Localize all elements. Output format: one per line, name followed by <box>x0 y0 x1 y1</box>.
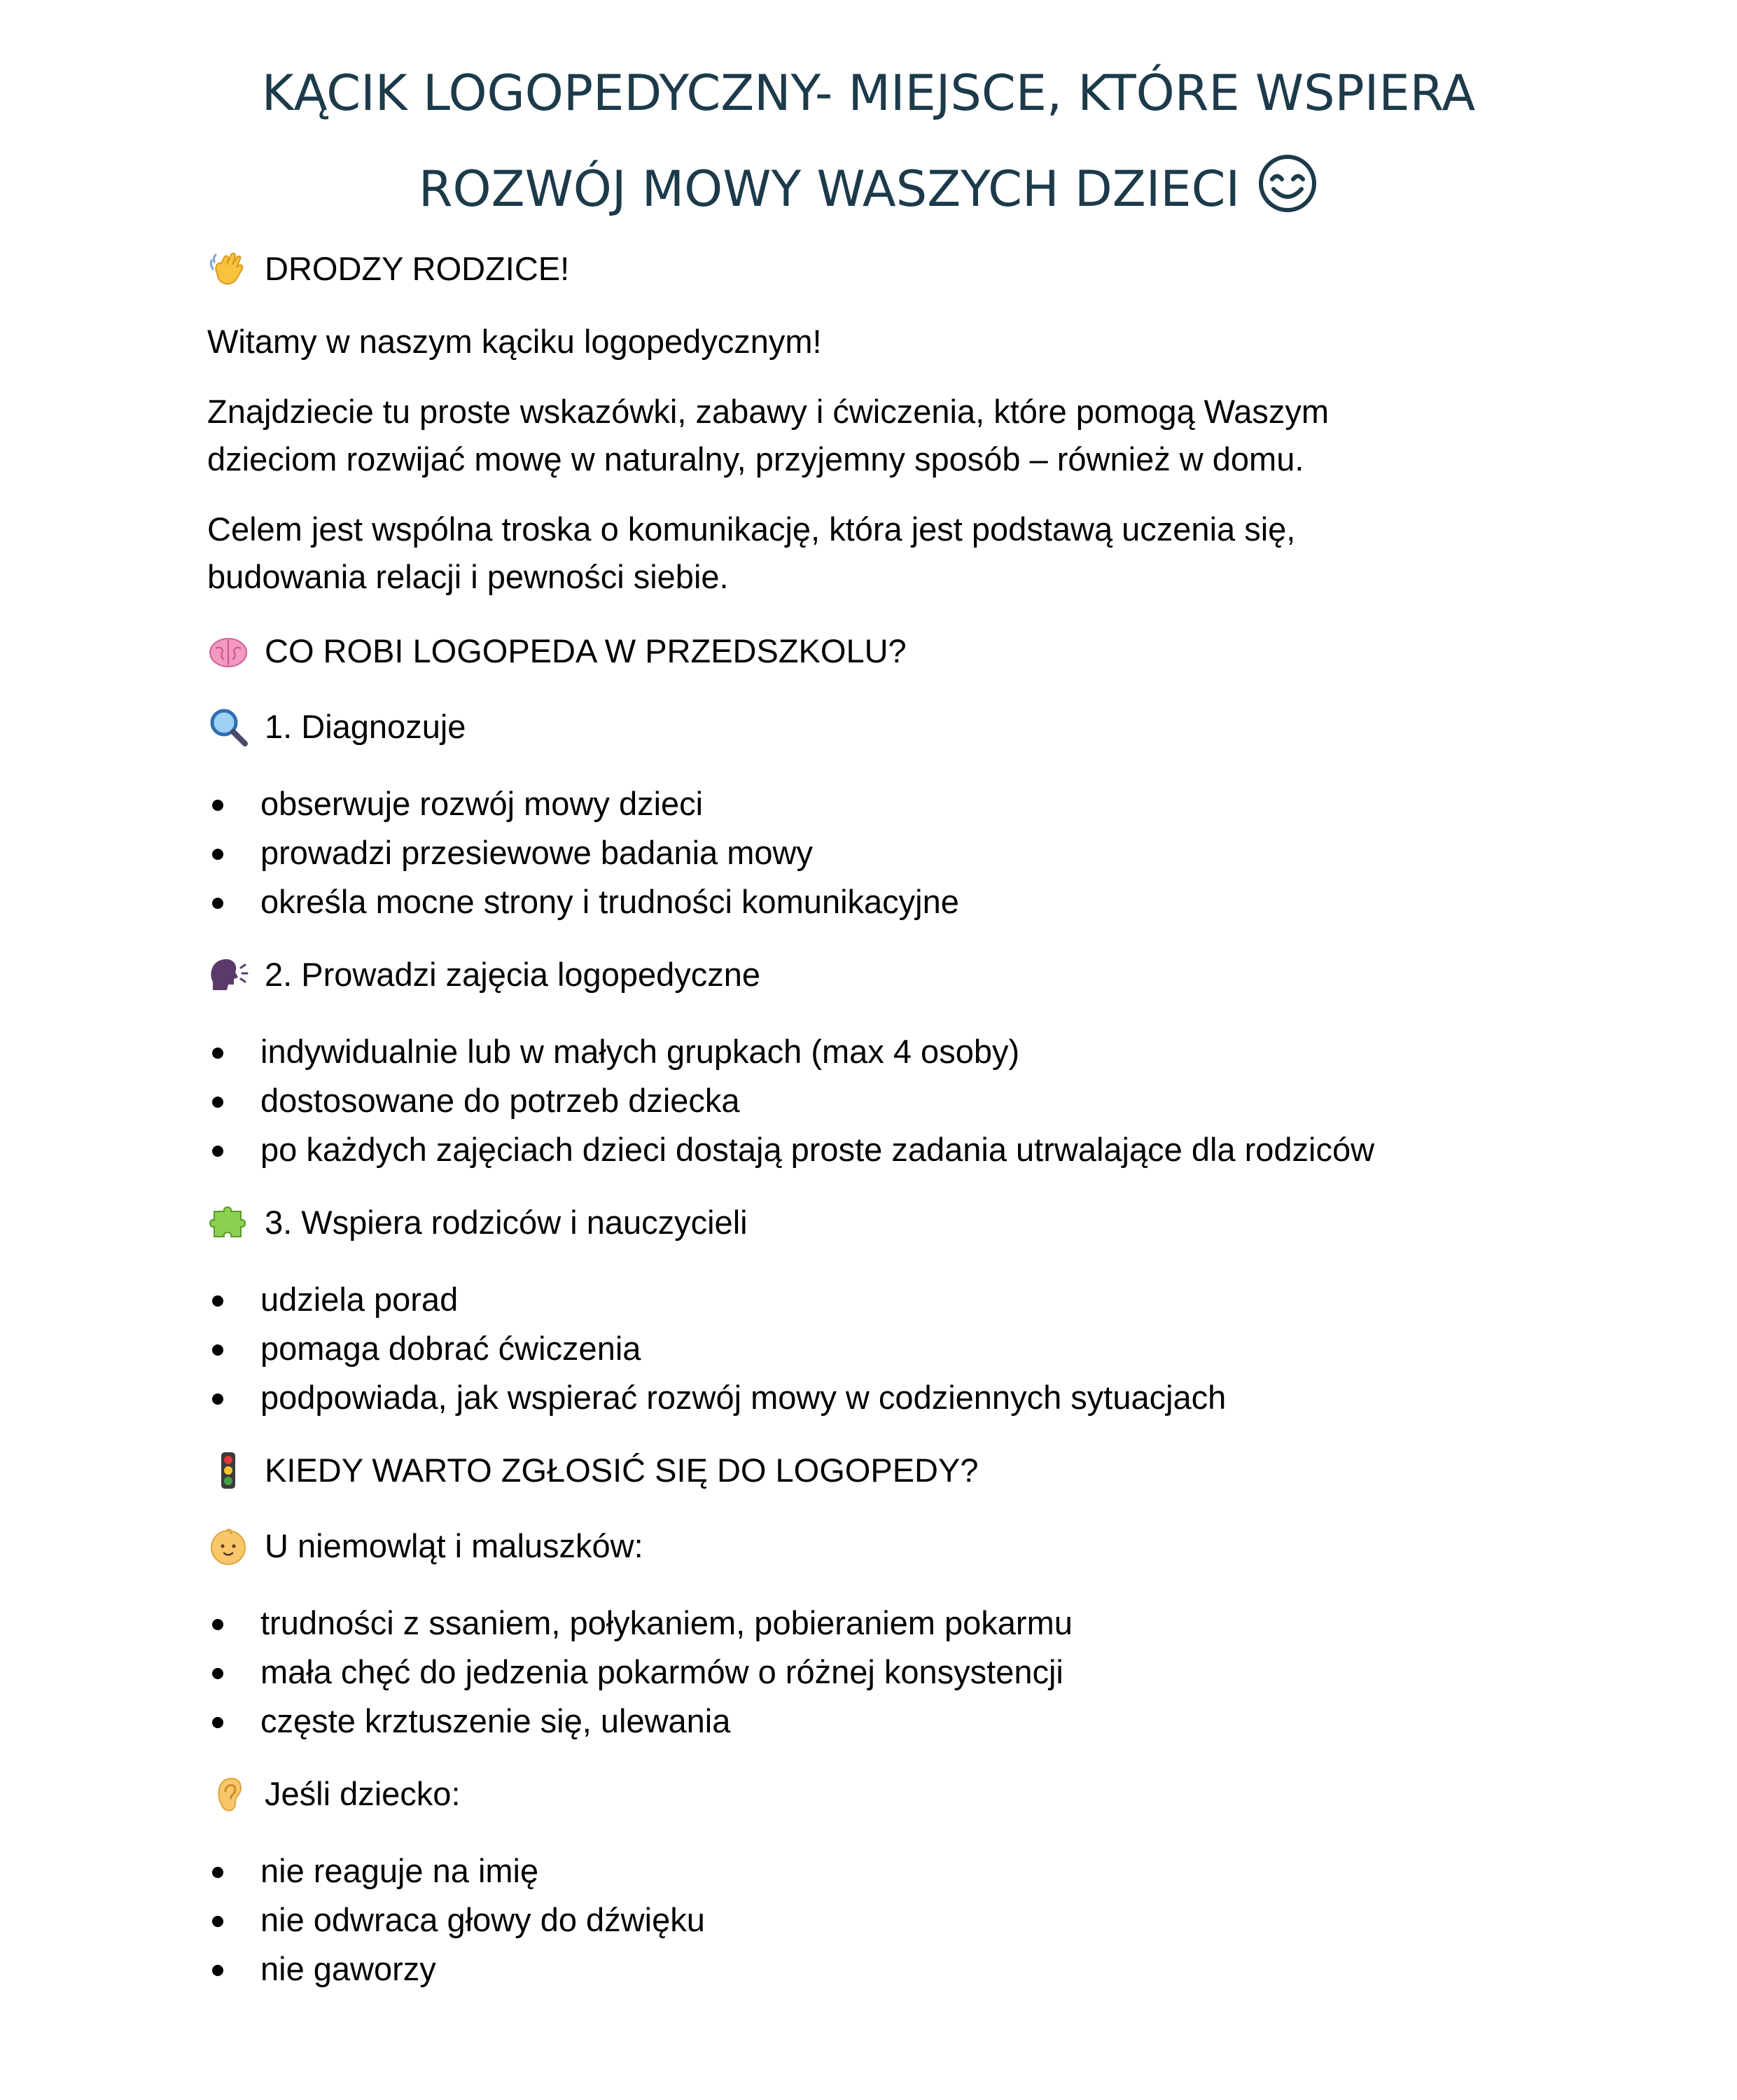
traffic-light-icon <box>207 1449 249 1491</box>
list-item: mała chęć do jedzenia pokarmów o różnej konsystencji <box>260 1648 1063 1697</box>
list-item: nie odwraca głowy do dźwięku <box>260 1896 705 1945</box>
speaking-head-icon <box>207 954 249 996</box>
list-item: obserwuje rozwój mowy dzieci <box>260 779 703 828</box>
classes-heading-text: 2. Prowadzi zajęcia logopedyczne <box>265 956 761 993</box>
infants-heading <box>207 1522 643 1570</box>
list-item: indywidualnie lub w małych grupkach (max 4 osoby) <box>260 1027 1019 1076</box>
child-heading-text: Jeśli dziecko: <box>265 1775 461 1812</box>
list-item: częste krztuszenie się, ulewania <box>260 1697 730 1746</box>
brain-icon <box>207 630 249 672</box>
intro-paragraph-3-line-2: budowania relacji i pewności siebie. <box>207 558 729 595</box>
support-heading <box>207 1199 748 1246</box>
list-item: trudności z ssaniem, połykaniem, pobieraniem pokarmu <box>260 1599 1073 1648</box>
intro-paragraph-3-line-1: Celem jest wspólna troska o komunikację, która jest podstawą uczenia się, <box>207 510 1296 548</box>
diagnose-heading-text: 1. Diagnozuje <box>265 708 466 745</box>
section-role-heading <box>207 627 907 675</box>
infants-heading-text: U niemowląt i maluszków: <box>265 1527 643 1564</box>
intro-paragraph-1: Witamy w naszym kąciku logopedycznym! <box>207 323 822 360</box>
list-item: dostosowane do potrzeb dziecka <box>260 1076 740 1125</box>
intro-paragraph-2-line-2: dzieciom rozwijać mowę w naturalny, przyjemny sposób – również w domu. <box>207 440 1304 478</box>
list-item: określa mocne strony i trudności komunikacyjne <box>260 877 959 926</box>
baby-icon <box>207 1525 249 1567</box>
greeting-heading <box>207 245 569 293</box>
greeting-text: DRODZY RODZICE! <box>265 250 570 287</box>
page-title-line-1: KĄCIK LOGOPEDYCZNY- MIEJSCE, KTÓRE WSPIERA <box>261 64 1476 122</box>
puzzle-piece-icon <box>207 1202 249 1244</box>
list-item: udziela porad <box>260 1275 458 1324</box>
list-item: podpowiada, jak wspierać rozwój mowy w codziennych sytuacjach <box>260 1373 1226 1422</box>
support-heading-text: 3. Wspiera rodziców i nauczycieli <box>265 1204 748 1241</box>
diagnose-heading <box>207 703 466 751</box>
list-item: pomaga dobrać ćwiczenia <box>260 1324 641 1373</box>
smiling-face-icon <box>1257 153 1318 214</box>
section-when-text: KIEDY WARTO ZGŁOSIĆ SIĘ DO LOGOPEDY? <box>265 1452 979 1489</box>
page-title-line-2-text: ROZWÓJ MOWY WASZYCH DZIECI <box>418 160 1241 218</box>
section-role-text: CO ROBI LOGOPEDA W PRZEDSZKOLU? <box>265 632 907 669</box>
list-item: nie gaworzy <box>260 1945 436 1994</box>
ear-icon <box>207 1773 249 1815</box>
list-item: po każdych zajęciach dzieci dostają proste zadania utrwalające dla rodziców <box>260 1125 1374 1174</box>
page-title-line-2 <box>0 153 1737 218</box>
child-heading <box>207 1770 461 1818</box>
magnifier-icon <box>207 706 249 748</box>
waving-hand-icon <box>207 248 249 290</box>
classes-heading <box>207 951 760 999</box>
list-item: nie reaguje na imię <box>260 1847 538 1896</box>
intro-paragraph-2-line-1: Znajdziecie tu proste wskazówki, zabawy i ćwiczenia, które pomogą Waszym <box>207 393 1330 430</box>
list-item: prowadzi przesiewowe badania mowy <box>260 828 813 877</box>
section-when-heading <box>207 1447 978 1494</box>
